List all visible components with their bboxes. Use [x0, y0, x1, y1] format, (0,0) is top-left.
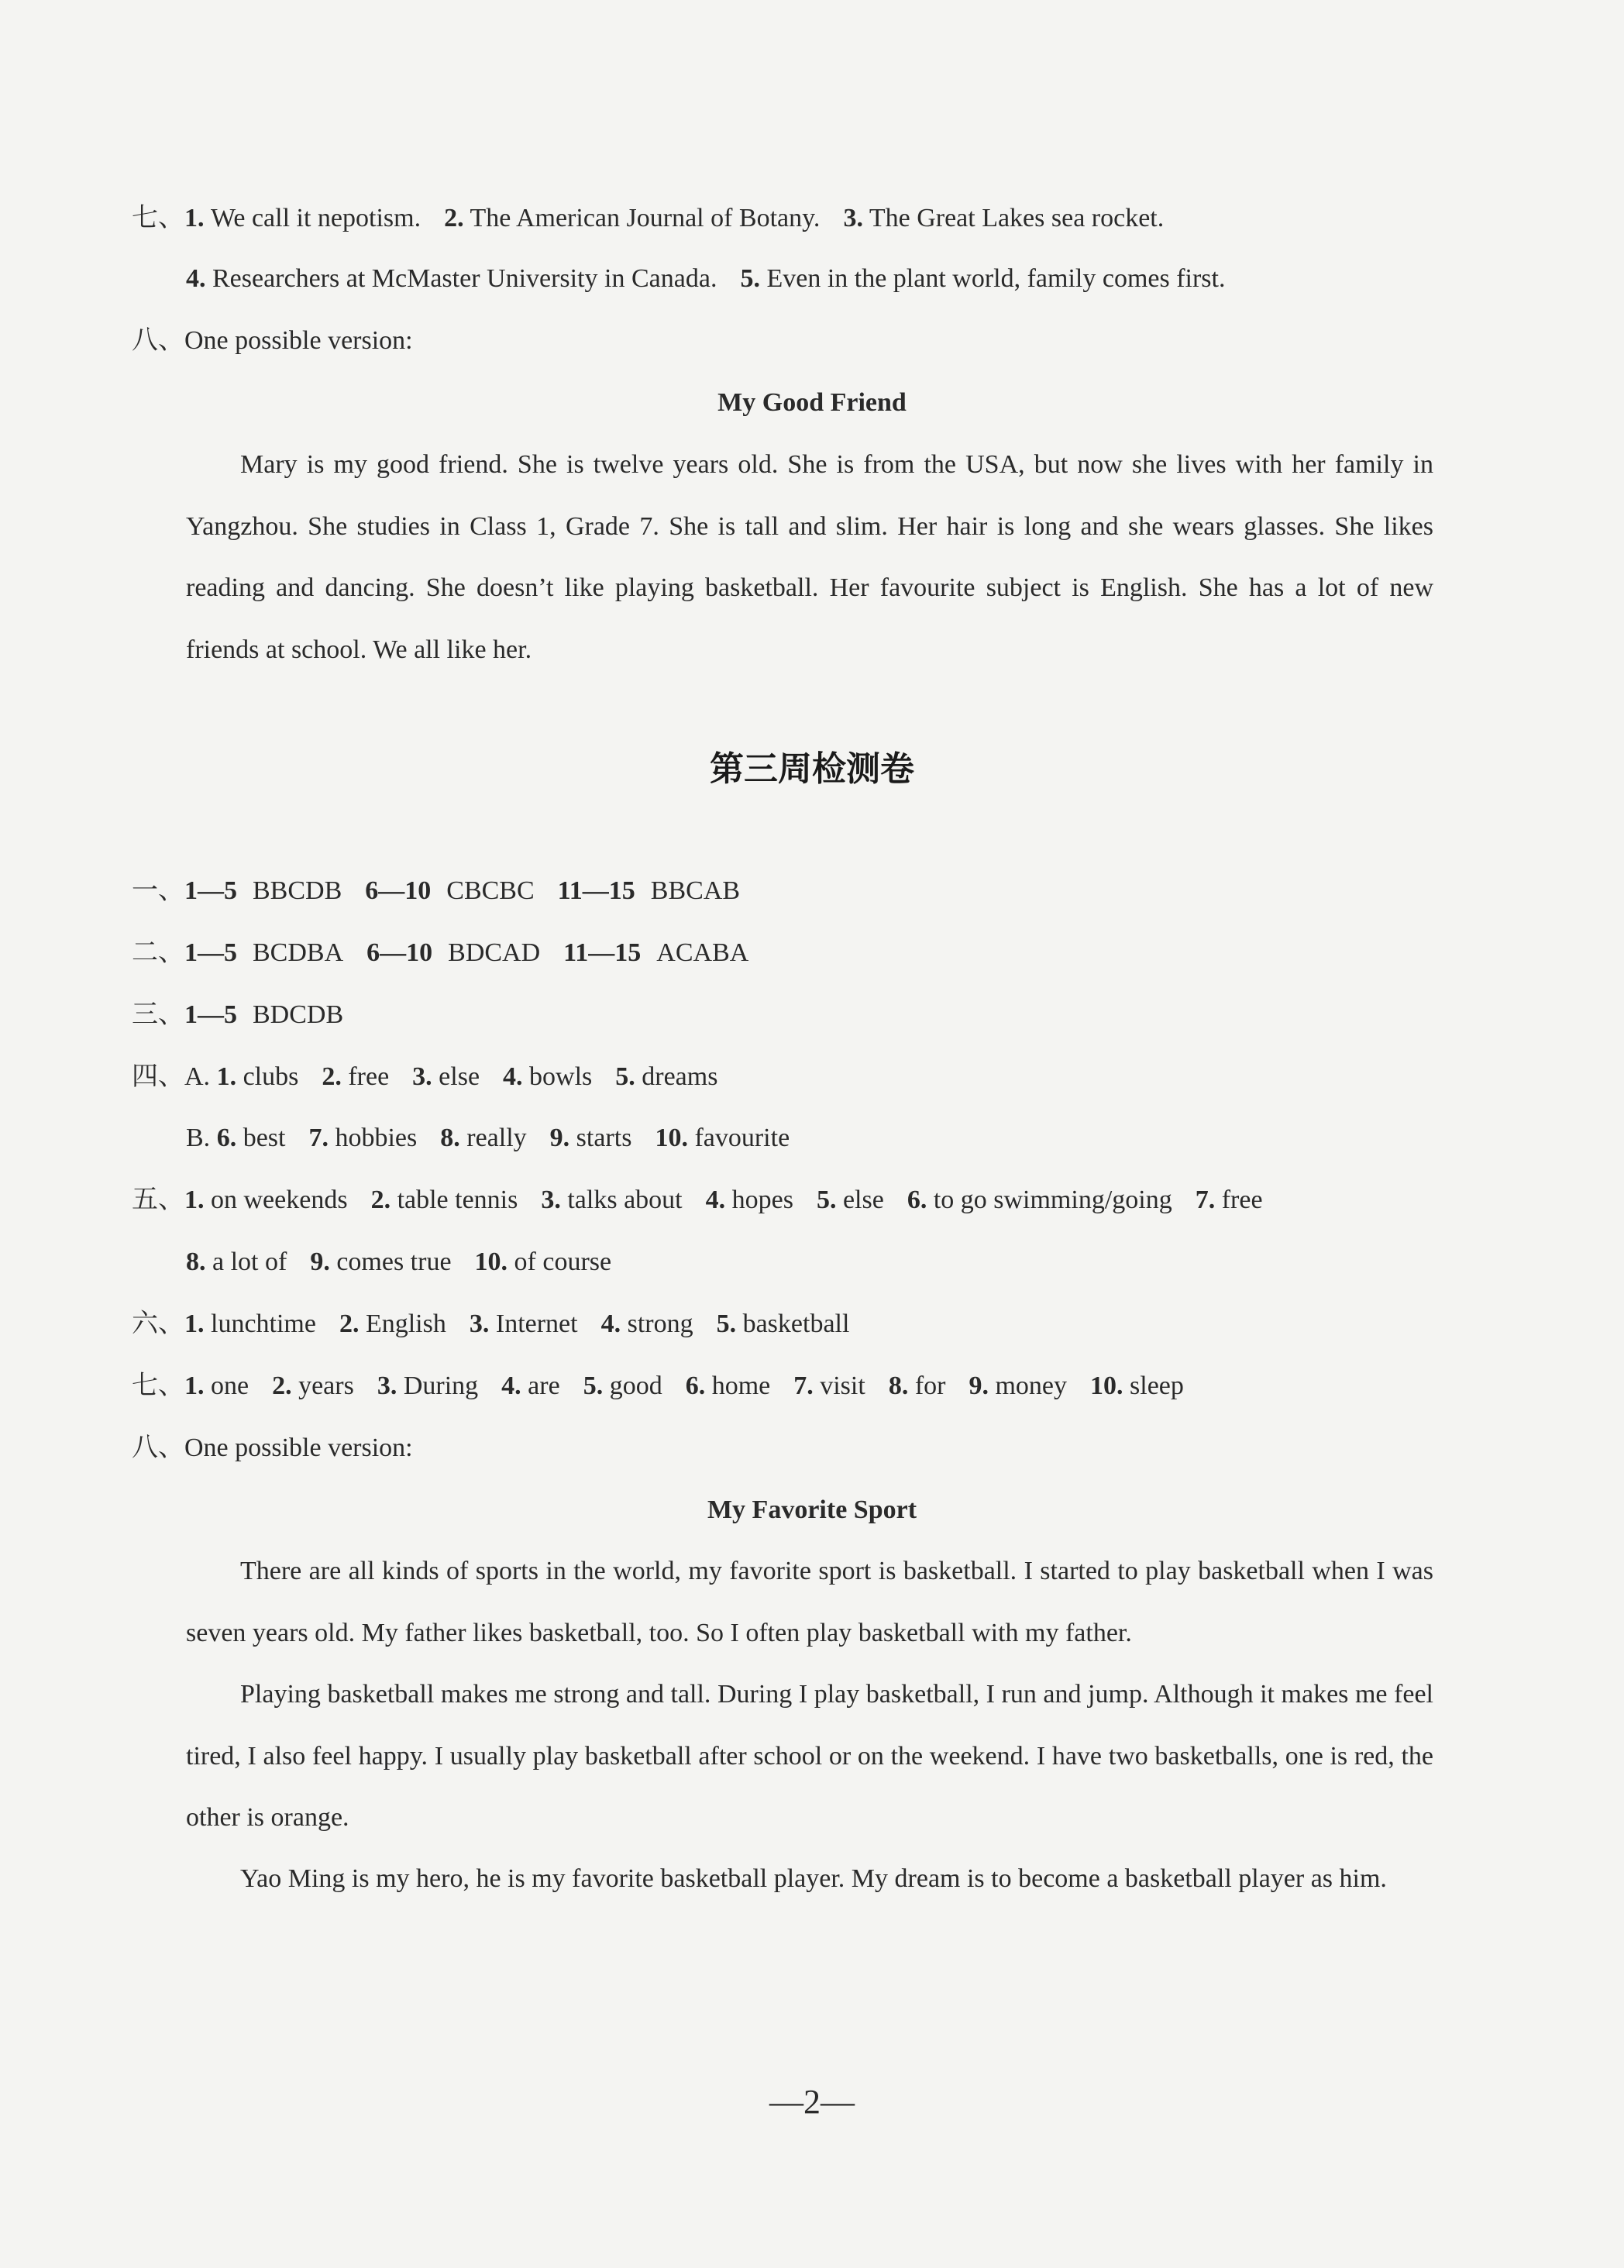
essay-paragraph: Playing basketball makes me strong and tall. During I play basketball, I run and jump. Although it makes me feel tired, I also feel happy. I usually play basketball after school or on the weekend. I have two basketballs, one is red, the other is orange.	[186, 1680, 1433, 1832]
q8-intro: 八、One possible version:	[132, 1433, 413, 1462]
essay-paragraph: Mary is my good friend. She is twelve years old. She is from the USA, but now she lives with her family in Yangzhou. She studies in Class 1, Grade 7. She is tall and slim. Her hair is long and she wears glasses. She likes reading and dancing. She doesn’t like playing basketball. Her favourite subject is English. She has a lot of new friends at school. We all like her.	[186, 450, 1433, 664]
q2-answers: 二、1—5 BCDBA 6—10 BDCAD 11—15 ACABA	[132, 938, 749, 967]
s8a-intro: 八、One possible version:	[132, 326, 413, 355]
q7-answers: 七、1. one 2. years 3. During 4. are 5. good 6. home 7. visit 8. for 9. money 10. sleep	[132, 1371, 1184, 1400]
q5-line-2: 8. a lot of 9. comes true 10. of course	[186, 1248, 612, 1276]
s7a-line-2: 4. Researchers at McMaster University in Canada. 5. Even in the plant world, family comes first.	[186, 264, 1226, 293]
essay-paragraph: There are all kinds of sports in the world, my favorite sport is basketball. I started to play basketball when I was seven years old. My father likes basketball, too. So I often play basketball with my father.	[186, 1557, 1433, 1647]
s7a-label: 七、	[132, 204, 184, 232]
section-title: 第三周检测卷	[710, 749, 914, 789]
q6-answers: 六、1. lunchtime 2. English 3. Internet 4. strong 5. basketball	[132, 1310, 850, 1338]
essay-title-favorite-sport: My Favorite Sport	[707, 1495, 917, 1524]
essay-title-good-friend: My Good Friend	[717, 388, 907, 417]
q5-line-1: 五、1. on weekends 2. table tennis 3. talks about 4. hopes 5. else 6. to go swimming/going 7. free	[132, 1186, 1263, 1214]
q4-part-b: B. 6. best 7. hobbies 8. really 9. starts 10. favourite	[186, 1124, 790, 1152]
page-number: —2—	[769, 2083, 855, 2121]
q4-part-a: 四、A. 1. clubs 2. free 3. else 4. bowls 5. dreams	[132, 1062, 718, 1091]
q1-answers: 一、1—5 BBCDB 6—10 CBCBC 11—15 BBCAB	[132, 876, 741, 905]
q3-answers: 三、1—5 BDCDB	[132, 1000, 344, 1029]
s7a-line-1: 七、1. We call it nepotism. 2. The American Journal of Botany. 3. The Great Lakes sea rocket.	[132, 204, 1165, 232]
essay-paragraph: Yao Ming is my hero, he is my favorite basketball player. My dream is to become a basketball player as him.	[240, 1864, 1387, 1893]
